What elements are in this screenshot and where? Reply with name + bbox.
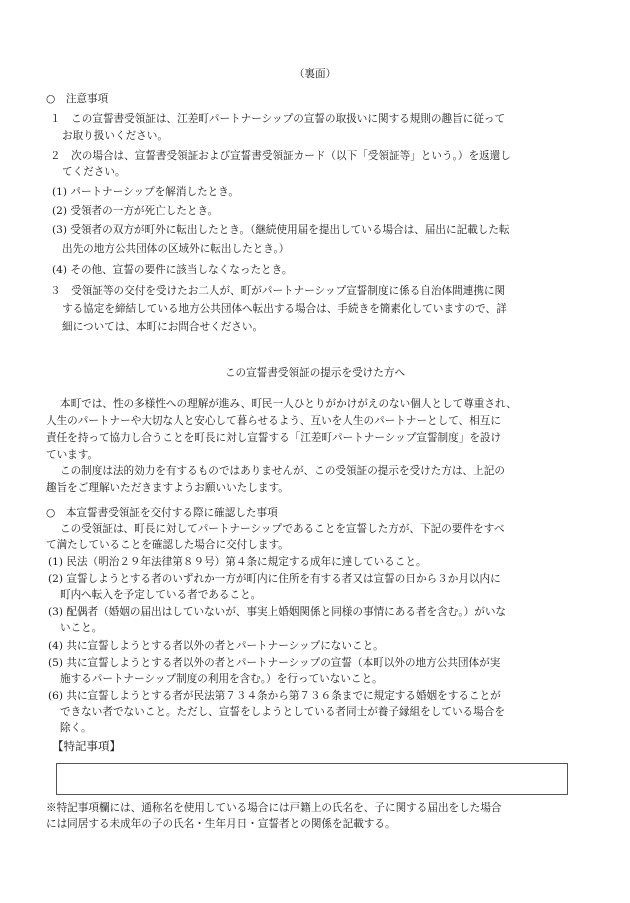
- presenter-p1-line-3: 責任を持って協力し合うことを町長に対し宣誓する「江差町パートナーシップ宣誓制度」を設け: [46, 432, 502, 444]
- notes-title: ○ 注意事項: [46, 93, 109, 105]
- requirement-6-line-3: 除く。: [60, 722, 92, 734]
- special-footnote-line-2: には同居する未成年の子の氏名・生年月日・宣誓者との関係を記載する。: [46, 818, 396, 830]
- requirement-3-line-1: (3) 配偶者（婚姻の届出はしていないが、事実上婚姻関係と同様の事情にある者を含む。）がいな: [48, 606, 507, 618]
- presenter-p1-line-4: ています。: [46, 449, 99, 461]
- presenter-p1-line-2: 人生のパートナーや大切な人と安心して暮らせるよう、互いを人生のパートナーとして、相互に: [46, 415, 501, 427]
- confirm-title: ○ 本宣誓書受領証を交付する際に確認した事項: [46, 507, 278, 519]
- note-2-item-1: (1) パートナーシップを解消したとき。: [52, 186, 240, 198]
- note-1-line-2: お取り扱いください。: [62, 130, 168, 142]
- requirement-3-line-2: いこと。: [60, 622, 103, 634]
- requirement-4: (4) 共に宣誓しようとする者以外の者とパートナーシップにないこと。: [48, 640, 384, 652]
- note-2-item-3-line-2: 出先の地方公共団体の区域外に転出したとき。）: [62, 243, 290, 255]
- note-3-line-2: する協定を締結している地方公共団体へ転出する場合は、手続きを簡素化していますので、詳: [62, 303, 507, 315]
- requirement-1: (1) 民法（明治２９年法律第８９号）第４条に規定する成年に達していること。: [48, 556, 427, 568]
- page-heading: （裏面）: [293, 68, 337, 80]
- requirement-2-line-1: (2) 宣誓しようとする者のいずれか一方が町内に住所を有する者又は宣誓の日から３か月以内に: [48, 573, 501, 585]
- presenter-p2-line-1: この制度は法的効力を有するものではありませんが、この受領証の提示を受けた方は、上記の: [60, 465, 505, 477]
- note-3-line-1: ３ 受領証等の交付を受けたお二人が、町がパートナーシップ宣誓制度に係る自治体間連携に関: [50, 285, 506, 297]
- requirement-6-line-2: できない者でないこと。ただし、宣誓をしようとしている者同士が養子縁組をしている場合を: [60, 706, 505, 718]
- presenter-title: この宣誓書受領証の提示を受けた方へ: [224, 367, 406, 379]
- presenter-p1-line-1: 本町では、性の多様性への理解が進み、町民一人ひとりがかけがえのない個人として尊重され、: [60, 398, 517, 410]
- note-2-line-2: てください。: [62, 166, 126, 178]
- requirement-5-line-2: 施するパートナーシップ制度の利用を含む。）を行っていないこと。: [60, 673, 383, 685]
- note-2-item-2: (2) 受領者の一方が死亡したとき。: [52, 205, 219, 217]
- note-2-item-4: (4) その他、宣誓の要件に該当しなくなったとき。: [52, 264, 293, 276]
- confirm-intro-line-1: この受領証は、町長に対してパートナーシップであることを宣誓した方が、下記の要件をすべ: [60, 523, 505, 535]
- special-footnote-line-1: ※特記事項欄には、通称名を使用している場合には戸籍上の氏名を、子に関する届出をした場合: [46, 802, 502, 814]
- requirement-2-line-2: 町内へ転入を予定している者であること。: [60, 589, 262, 601]
- confirm-intro-line-2: て満たしていることを確認した場合に交付します。: [46, 539, 289, 551]
- note-2-item-3-line-1: (3) 受領者の双方が町外に転出したとき。（継続使用届を提出している場合は、届出に記載した転: [52, 224, 510, 236]
- requirement-6-line-1: (6) 共に宣誓しようとする者が民法第７３４条から第７３６条までに規定する婚姻をすることが: [48, 690, 501, 702]
- special-notes-box: [56, 763, 568, 795]
- presenter-p2-line-2: 趣旨をご理解いただきますようお願いいたします。: [46, 482, 289, 494]
- requirement-5-line-1: (5) 共に宣誓しようとする者以外の者とパートナーシップの宣誓（本町以外の地方公共団体が実: [48, 657, 501, 669]
- note-2-line-1: ２ 次の場合は、宣誓書受領証および宣誓書受領証カード（以下「受領証等」という。）を返還し: [50, 150, 511, 162]
- note-3-line-3: 細については、本町にお問合せください。: [62, 321, 264, 333]
- special-notes-heading: 【特記事項】: [52, 739, 121, 753]
- note-1-line-1: １ この宣誓書受領証は、江差町パートナーシップの宣誓の取扱いに関する規則の趣旨に従って: [50, 113, 506, 125]
